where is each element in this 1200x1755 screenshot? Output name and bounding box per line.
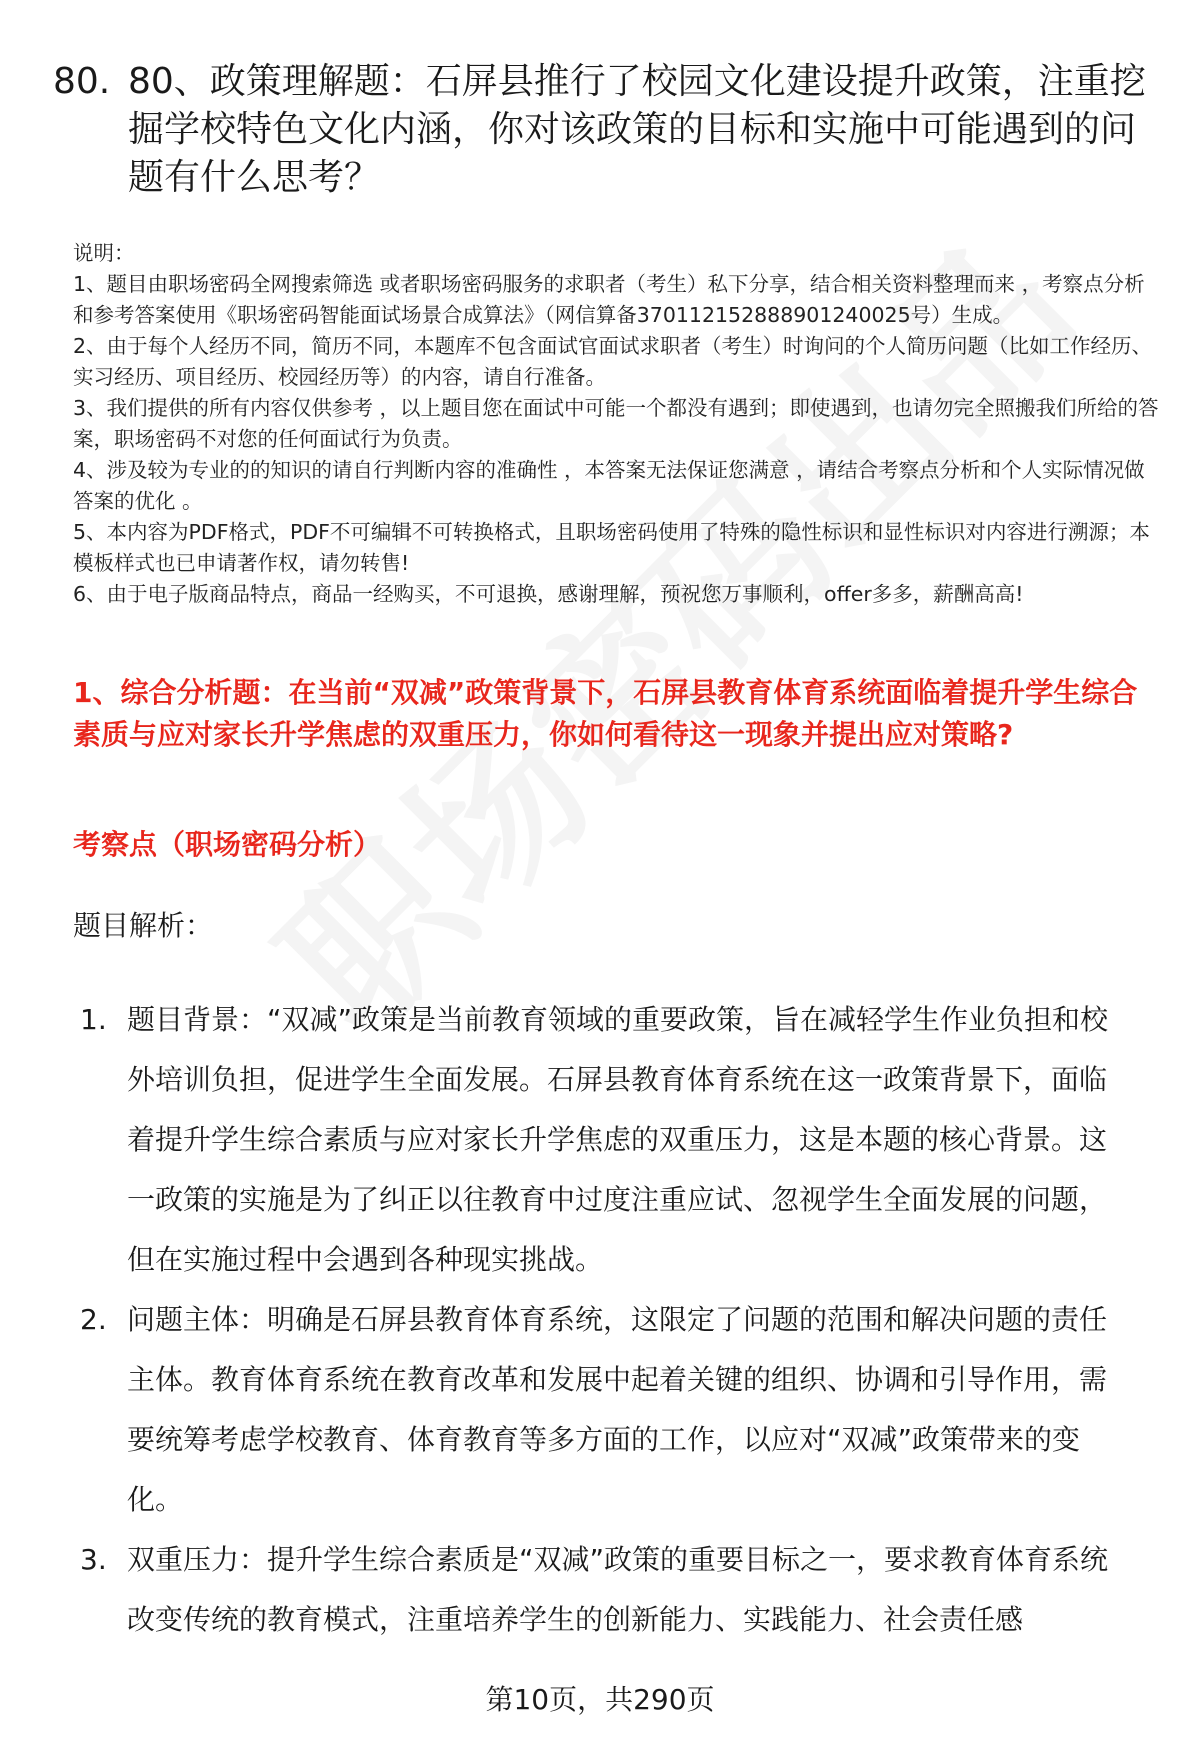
item-text: 问题主体：明确是石屏县教育体育系统，这限定了问题的范围和解决问题的责任主体。教育体育系统在教育改革和发展中起着关键的组织、协调和引导作用，需要统筹考虑学校教育、体育教育等多方面的工作，以应对“双减”政策带来的变化。 [127,1303,1108,1516]
assessment-heading: 考察点（职场密码分析） [73,828,382,861]
note-item: 2、由于每个人经历不同，简历不同，本题库不包含面试官面试求职者（考生）时询问的个人简历问题（比如工作经历、实习经历、项目经历、校园经历等）的内容，请自行准备。 [73,334,1153,389]
notes-section [73,238,1163,610]
analysis-item [80,990,1160,1290]
title-text: 80、政策理解题：石屏县推行了校园文化建设提升政策，注重挖掘学校特色文化内涵，你对该政策的目标和实施中可能遇到的问题有什么思考？ [128,61,1146,198]
analysis-item [80,1530,1160,1650]
item-number: 2. [80,1303,107,1336]
note-item: 3、我们提供的所有内容仅供参考 ，以上题目您在面试中可能一个都没有遇到；即使遇到，也请勿完全照搬我们所给的答案，职场密码不对您的任何面试行为负责。 [73,396,1159,451]
page-footer: 第10页，共290页 [485,1683,715,1716]
item-text: 双重压力：提升学生综合素质是“双减”政策的重要目标之一，要求教育体育系统改变传统的教育模式，注重培养学生的创新能力、实践能力、社会责任感 [127,1543,1109,1636]
note-item: 1、题目由职场密码全网搜索筛选 或者职场密码服务的求职者（考生）私下分享，结合相关资料整理而来 ，考察点分析和参考答案使用《职场密码智能面试场景合成算法》（网信算备370112152888901240025号）生成。 [73,272,1145,327]
question-title [53,58,1158,202]
analysis-label: 题目解析： [73,909,214,942]
item-number: 3. [80,1543,107,1576]
item-text: 题目背景：“双减”政策是当前教育领域的重要政策，旨在减轻学生作业负担和校外培训负担，促进学生全面发展。石屏县教育体育系统在这一政策背景下，面临着提升学生综合素质与应对家长升学焦虑的双重压力，这是本题的核心背景。这一政策的实施是为了纠正以往教育中过度注重应试、忽视学生全面发展的问题，但在实施过程中会遇到各种现实挑战。 [127,1003,1109,1276]
question-heading: 1、综合分析题：在当前“双减”政策背景下，石屏县教育体育系统面临着提升学生综合素质与应对家长升学焦虑的双重压力，你如何看待这一现象并提出应对策略? [73,676,1138,751]
note-item: 4、涉及较为专业的的知识的请自行判断内容的准确性 ，本答案无法保证您满意 ，请结合考察点分析和个人实际情况做答案的优化 。 [73,458,1145,513]
note-item: 5、本内容为PDF格式，PDF不可编辑不可转换格式，且职场密码使用了特殊的隐性标识和显性标识对内容进行溯源；本模板样式也已申请著作权，请勿转售! [73,520,1150,575]
notes-label: 说明： [73,241,135,265]
item-number: 1. [80,1003,107,1036]
title-number: 80. [53,61,111,102]
analysis-item [80,1290,1160,1530]
analysis-list [80,990,1160,1650]
note-item: 6、由于电子版商品特点，商品一经购买，不可退换，感谢理解，预祝您万事顺利，offer多多，薪酬高高! [73,582,1024,606]
